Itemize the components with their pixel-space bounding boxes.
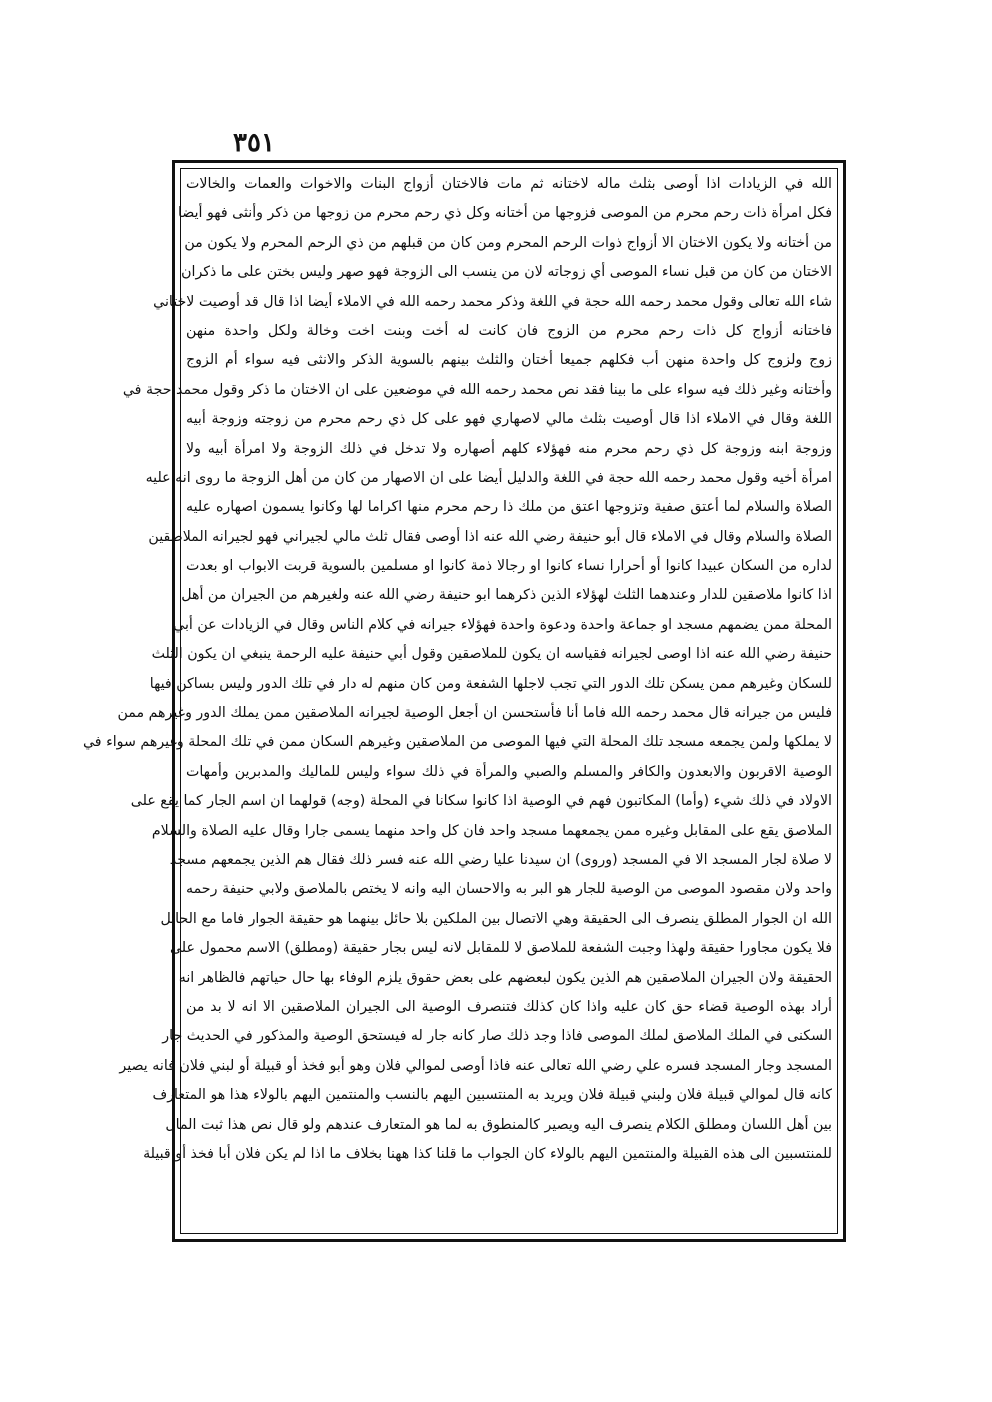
text-line: لا صلاة لجار المسجد الا في المسجد (وروى) ان سيدنا عليا رضي الله عنه فسر ذلك فقال هم الذين يجمعهم مسجد: [169, 851, 832, 868]
text-line: الاولاد في ذلك شيء (وأما) المكاتبون فهم في الوصية اذا كانوا سكانا في المحلة (وجه) قولهما ان اسم الجار كما يقع على: [130, 793, 832, 810]
text-line: وأختانه وغير ذلك فيه سواء على ما بينا فقد نص محمد رحمه الله في موضعين على ان الاختان ما ذكر وقول محمد حجة في: [122, 381, 832, 398]
text-line: واحد ولان مقصود الموصى من الوصية للجار هو البر به والاحسان اليه وانه لا يختص بالملاصق ولابي حنيفة رحمه: [186, 881, 832, 898]
text-block: [82, 170, 832, 1230]
text-line: اذا كانوا ملاصقين للدار وعندهما الثلث لهؤلاء الذين ذكرهما ابو حنيفة رضي الله عنه ولغيرهم من الجيران من أهل: [181, 587, 832, 604]
text-line: لداره من السكان عبيدا كانوا أو أحرارا نساء كانوا او رجالا ذمة كانوا او مسلمين بالسوية قربت الابواب او بعدت: [186, 558, 832, 575]
text-line: فكل امرأة ذات رحم محرم من الموصى فزوجها من أختانه وكل ذي رحم محرم من زوجها من ذكر وأنثى فهو أيضا: [177, 205, 832, 222]
text-line: الصلاة والسلام وقال في الاملاء قال أبو حنيفة رضي الله عنه اذا أوصى فقال ثلث مالي لجيراني فهو لجيرانه الملاصقين: [148, 528, 832, 545]
text-line: المحلة ممن يضمهم مسجد او جماعة واحدة ودعوة واحدة فهؤلاء جيرانه في كلام الناس وقال في الزيادات عن أبي: [173, 616, 832, 633]
text-line: الصلاة والسلام لما أعتق صفية وتزوجها اعتق من ملك ذا رحم محرم منها اكراما لها وكانوا يسمون اصهاره عليه: [186, 499, 832, 516]
text-line: حنيفة رضي الله عنه اذا اوصى لجيرانه فقياسه ان يكون للملاصقين وقول أبي حنيفة عليه الرحمة ينبغي ان يكون الثلث: [151, 646, 832, 663]
text-line: بين أهل اللسان ومطلق الكلام ينصرف اليه ويصير كالمنطوق به لما هو المتعارف عندهم ولو قال نص هذا ثبت المال: [165, 1116, 832, 1133]
text-line: فليس من جيرانه قال محمد رحمه الله فاما أنا فأستحسن ان أجعل الوصية لجيرانه الملاصقين ممن يملك الدور وغيرهم ممن: [117, 705, 832, 722]
text-line: كانه قال لموالي قبيلة فلان ولبني قبيلة فلان ويريد به المنتسبين اليهم بالنسب والمنتمين اليهم بالولاء هذا هو المتعارف: [152, 1087, 832, 1104]
page-number: ٣٥١: [233, 128, 275, 158]
text-line: الله ان الجوار المطلق ينصرف الى الحقيقة وهي الاتصال بين الملكين بلا حائل بينهما هو حقيقة الجوار فاما مع الحائل: [160, 910, 832, 927]
text-line: من أختانه ولا يكون الاختان الا أزواج ذوات الرحم المحرم ومن كان من قبلهم من ذي الرحم المحرم ولا يكون من: [184, 234, 832, 251]
text-line: الملاصق يقع على المقابل وغيره ممن يجمعهما مسجد واحد فان كل واحد منهما يسمى جارا وقال عليه الصلاة والسلام: [151, 822, 832, 839]
text-line: امرأة أخيه وقول محمد رحمه الله حجة في اللغة والدليل أيضا على ان الاصهار من كان من أهل الزوجة ما روى انه عليه: [145, 469, 832, 486]
text-line: السكنى في الملك الملاصق لملك الموصى فاذا وجد ذلك صار كانه جار له فيستحق الوصية والمذكور في الحديث جار: [162, 1028, 832, 1045]
text-line: وزوجة ابنه وزوجة كل ذي رحم محرم منه فهؤلاء كلهم أصهاره ولا تدخل في ذلك الزوجة ولا امرأة أبيه ولا: [186, 440, 832, 457]
text-line: للسكان وغيرهم ممن يسكن تلك الدور التي تجب لاجلها الشفعة ومن كان منهم له دار في تلك الدور وليس بساكن فيها: [149, 675, 832, 692]
text-line: زوج ولزوج كل واحدة منهن أب فكلهم جميعا أختان والثلث بينهم بالسوية الذكر والانثى فيه سواء أم الزوج: [186, 352, 832, 369]
text-line: المسجد وجار المسجد فسره علي رضي الله تعالى عنه فاذا أوصى لموالي فلان وهو أبو فخذ أو قبيلة أو لبني فلان فانه يصير: [119, 1057, 832, 1074]
text-line: الحقيقة ولان الجيران الملاصقين هم الذين يكون لبعضهم على بعض حقوق يلزم الوفاء بها حال حياتهم فالظاهر انه: [178, 969, 832, 986]
text-line: فلا يكون مجاورا حقيقة ولهذا وجبت الشفعة للملاصق لا للمقابل لانه ليس بجار حقيقة (ومطلق) الاسم محمول على: [169, 940, 832, 957]
text-line: لا يملكها ولمن يجمعه مسجد تلك المحلة التي فيها الموصى من الملاصقين وغيرهم السكان ممن في تلك المحلة وغيرهم سواء في: [82, 734, 832, 751]
text-line: اللغة وقال في الاملاء اذا قال أوصيت بثلث مالي لاصهاري فهو على كل ذي رحم محرم من زوجته وزوجة أبيه: [186, 411, 832, 428]
text-line: للمنتسبين الى هذه القبيلة والمنتمين اليهم بالولاء كان الجواب ما قلنا كذا ههنا بخلاف ما اذا لم يكن فلان أبا فخذ أو قبيلة: [143, 1145, 832, 1162]
text-line: الوصية الاقربون والابعدون والكافر والمسلم والصبي والمرأة في ذلك سواء وليس للماليك والمدبرين وأمهات: [186, 763, 832, 780]
text-line: فاختانه أزواج كل ذات رحم محرم من الزوج فان كانت له أخت وبنت اخت وخالة ولكل واحدة منهن: [186, 322, 832, 339]
text-line: شاء الله تعالى وقول محمد رحمه الله حجة في اللغة وذكر محمد رحمه الله في الاملاء أيضا اذا قال قد أوصيت لاختاني: [153, 293, 832, 310]
text-line: الاختان من كان من قبل نساء الموصى أي زوجاته لان من ينسب الى الزوجة فهو صهر وليس بختن على ما ذكران: [181, 264, 832, 281]
text-line: الله في الزيادات اذا أوصى بثلث ماله لاختانه ثم مات فالاختان أزواج البنات والاخوات والعمات والخالات: [186, 176, 832, 192]
text-line: أراد بهذه الوصية قضاء حق كان عليه واذا كان كذلك فتنصرف الوصية الى الجيران الملاصقين الا انه لا بد من: [186, 998, 832, 1015]
